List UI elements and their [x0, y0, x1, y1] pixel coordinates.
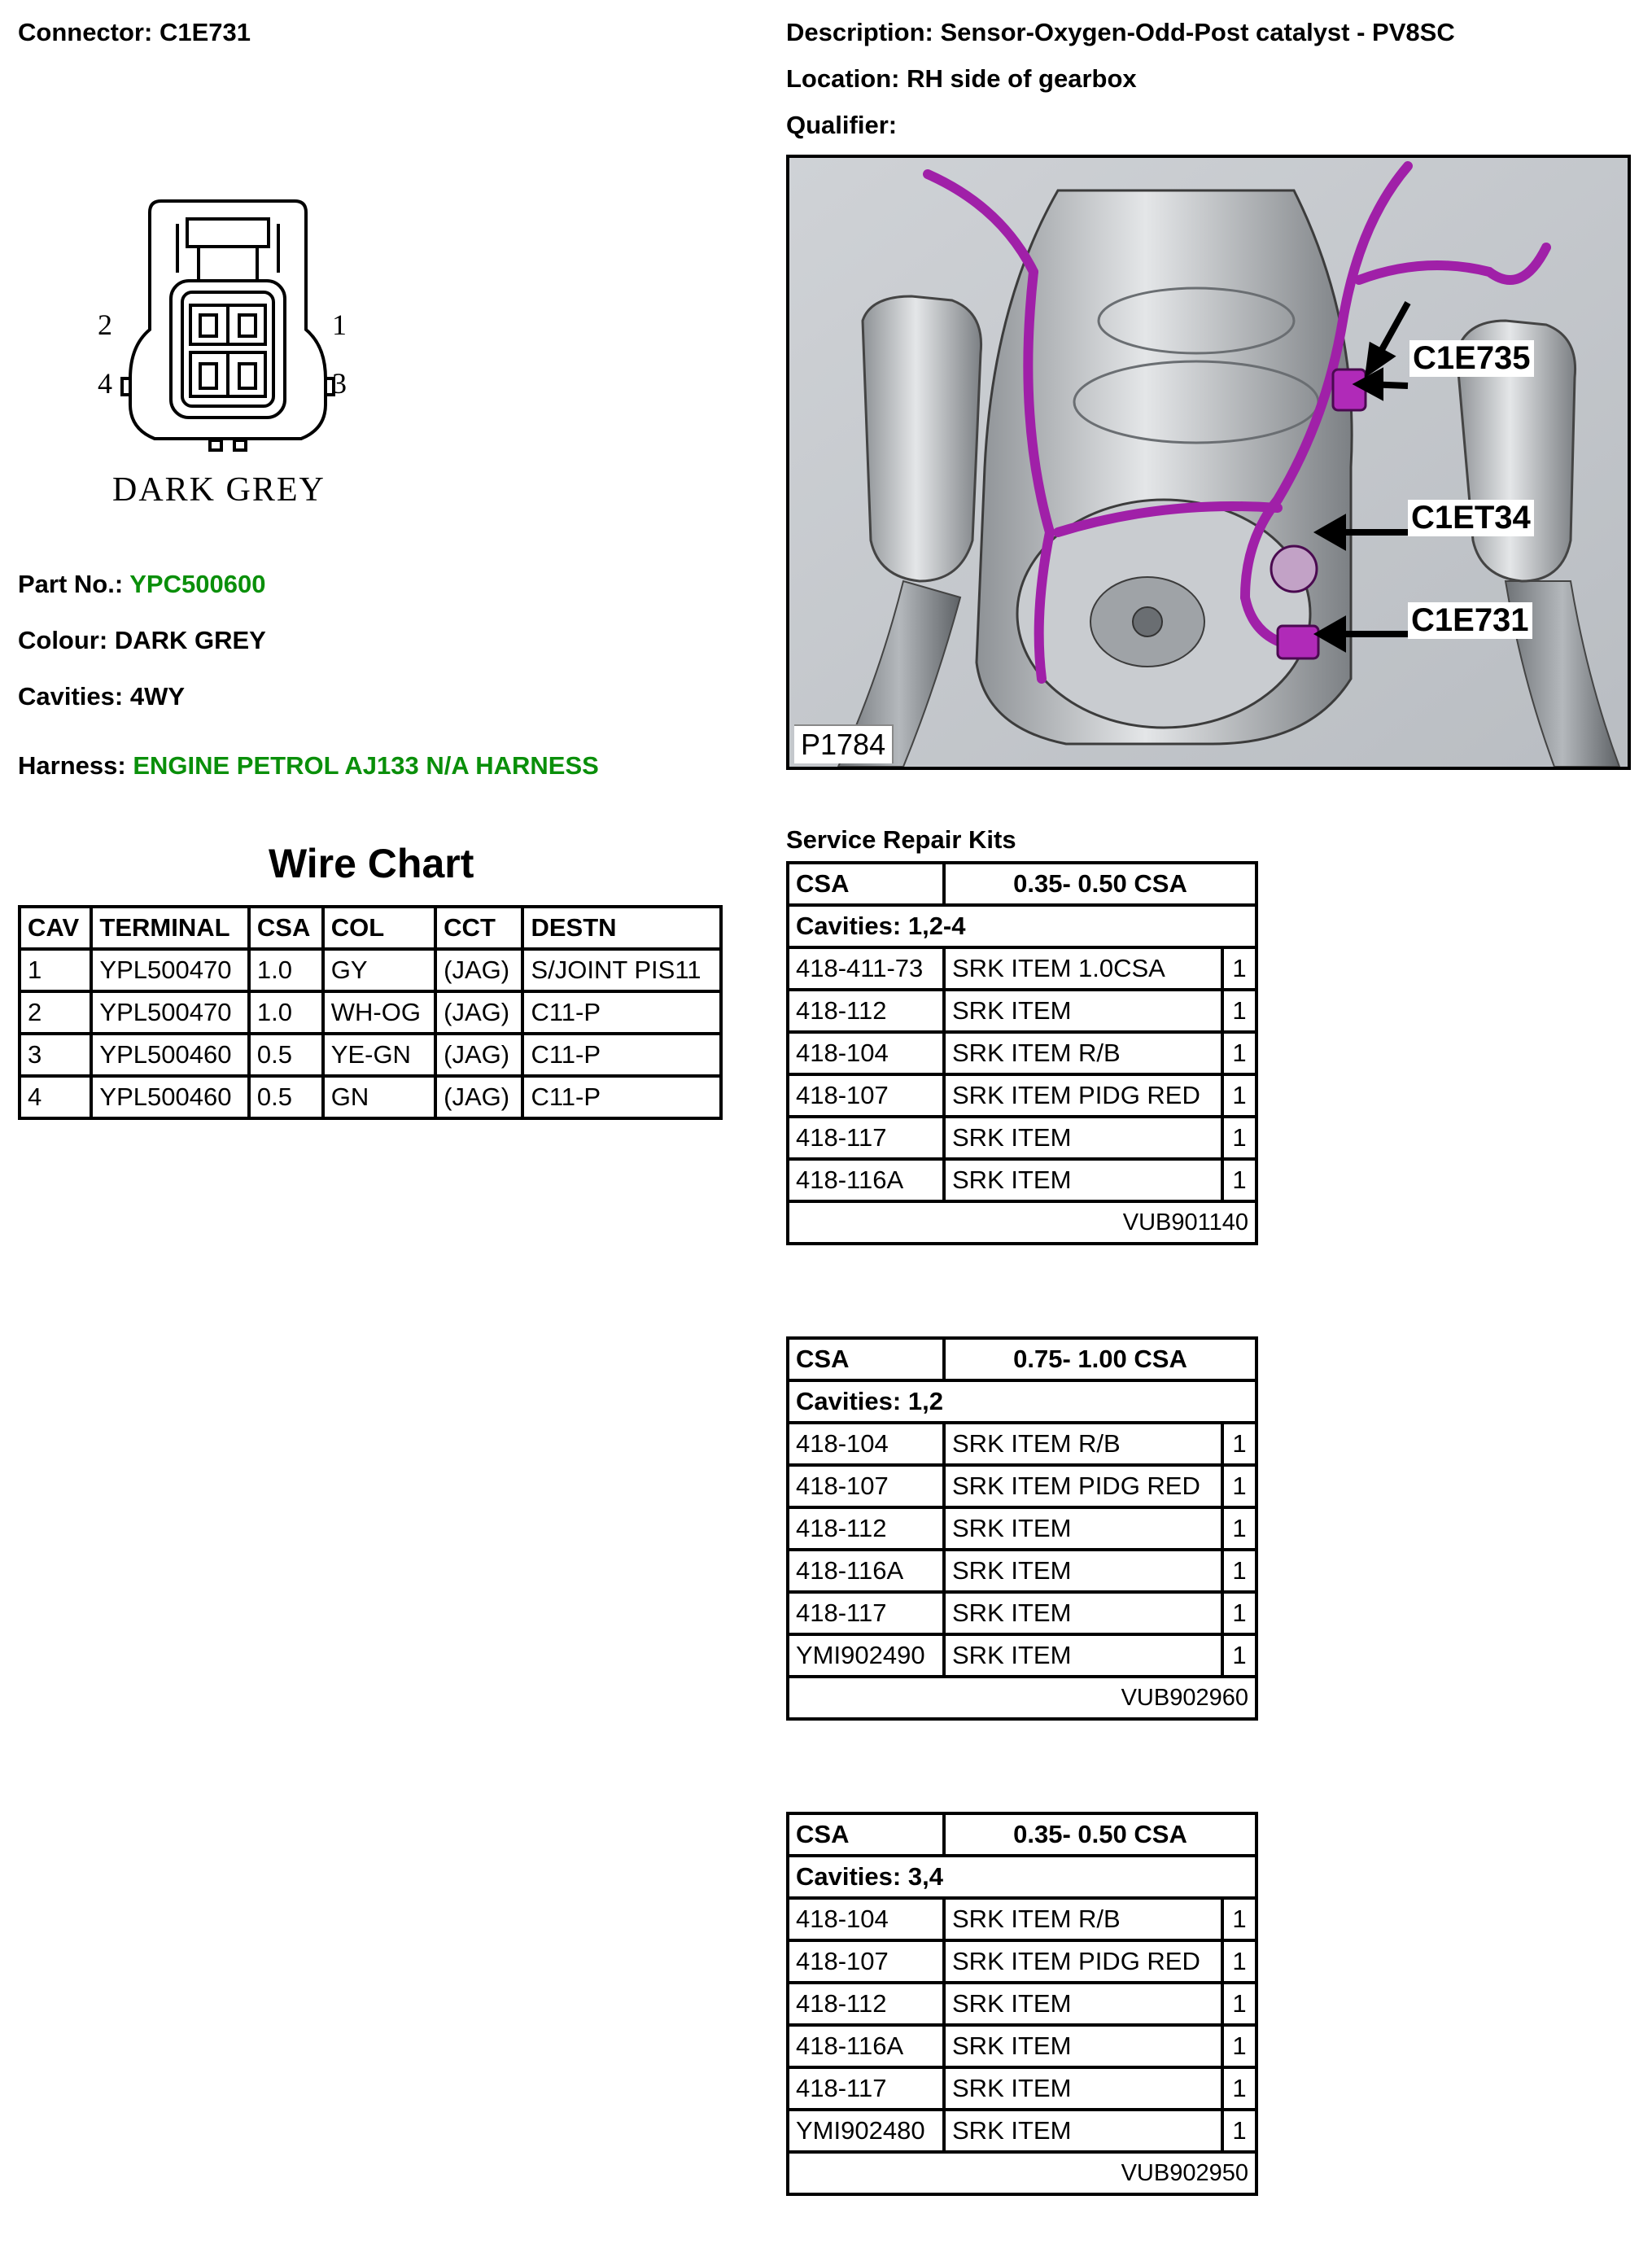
table-row — [788, 1634, 1256, 1677]
colour-label: Colour: — [18, 626, 108, 654]
cell: 1 — [1222, 990, 1256, 1032]
cell: 418-104 — [788, 1423, 944, 1465]
cell: (JAG) — [435, 949, 522, 991]
cell: SRK ITEM — [944, 1634, 1222, 1677]
wire-chart-title: Wire Chart — [269, 841, 474, 886]
cell: 418-104 — [788, 1032, 944, 1074]
callout-c1et34: C1ET34 — [1408, 500, 1534, 536]
pin-label-2: 2 — [98, 308, 112, 341]
kit-cavities-row — [788, 1856, 1256, 1898]
cell: 1 — [1222, 1465, 1256, 1507]
cell: YPL500470 — [91, 949, 249, 991]
harness-field — [18, 750, 599, 782]
table-row — [788, 1550, 1256, 1592]
gearbox-illustration — [789, 158, 1628, 767]
table-row — [788, 1592, 1256, 1634]
cell: 2 — [20, 991, 91, 1034]
kit-number: VUB902950 — [788, 2152, 1256, 2194]
kit-number: VUB902960 — [788, 1677, 1256, 1719]
cell: C11-P — [522, 991, 721, 1034]
service-repair-kits-title: Service Repair Kits — [786, 825, 1016, 854]
table-row — [20, 1076, 721, 1118]
cell: SRK ITEM PIDG RED — [944, 1074, 1222, 1117]
kit-number-row — [788, 1677, 1256, 1719]
pin-label-1: 1 — [332, 308, 347, 341]
cell: 4 — [20, 1076, 91, 1118]
cell: 418-112 — [788, 990, 944, 1032]
cell: WH-OG — [323, 991, 435, 1034]
header-cav: CAV — [20, 907, 91, 949]
connector-c1et34-marker — [1271, 546, 1317, 592]
connector-c1e731-marker — [1278, 626, 1318, 658]
connector-c1e735-marker — [1333, 370, 1366, 410]
table-row — [788, 2067, 1256, 2110]
cell: GN — [323, 1076, 435, 1118]
cell: 1 — [1222, 2110, 1256, 2152]
callout-c1e731: C1E731 — [1408, 602, 1532, 639]
part-number-value: YPC500600 — [129, 570, 266, 598]
cell: (JAG) — [435, 1076, 522, 1118]
table-row — [788, 1159, 1256, 1201]
repair-kit-table-1 — [786, 861, 1258, 1245]
cell: SRK ITEM — [944, 1159, 1222, 1201]
kit-cavities: Cavities: 3,4 — [788, 1856, 1256, 1898]
table-row — [788, 1465, 1256, 1507]
connector-value: C1E731 — [159, 18, 251, 46]
connector-field — [18, 16, 251, 49]
table-row — [788, 1507, 1256, 1550]
cell: 1 — [1222, 947, 1256, 990]
cell: 3 — [20, 1034, 91, 1076]
kit-cavities: Cavities: 1,2-4 — [788, 905, 1256, 947]
cell: 0.5 — [249, 1034, 323, 1076]
cell: YPL500460 — [91, 1076, 249, 1118]
cell: C11-P — [522, 1034, 721, 1076]
cell: YPL500470 — [91, 991, 249, 1034]
cell: 418-117 — [788, 2067, 944, 2110]
cavities-label: Cavities: — [18, 682, 124, 711]
cell: SRK ITEM R/B — [944, 1898, 1222, 1940]
qualifier-field — [786, 109, 897, 142]
repair-kit-table-3 — [786, 1812, 1258, 2196]
cell: 1 — [1222, 1940, 1256, 1983]
cell: (JAG) — [435, 1034, 522, 1076]
cell: 418-112 — [788, 1507, 944, 1550]
kit-header-row — [788, 1338, 1256, 1380]
cell: 418-116A — [788, 1159, 944, 1201]
cell: 1 — [1222, 2067, 1256, 2110]
part-number-label: Part No.: — [18, 570, 124, 598]
header-col: COL — [323, 907, 435, 949]
cell: 1 — [1222, 1898, 1256, 1940]
connector-label: Connector: — [18, 18, 153, 46]
qualifier-label: Qualifier: — [786, 111, 898, 139]
cell: 0.5 — [249, 1076, 323, 1118]
cell: SRK ITEM — [944, 1507, 1222, 1550]
cell: (JAG) — [435, 991, 522, 1034]
cell: 418-116A — [788, 1550, 944, 1592]
cell: 418-104 — [788, 1898, 944, 1940]
header-csa: CSA — [249, 907, 323, 949]
kit-csa-label: CSA — [788, 863, 944, 905]
kit-csa-label: CSA — [788, 1338, 944, 1380]
colour-value: DARK GREY — [114, 626, 266, 654]
table-row — [20, 1034, 721, 1076]
cell: 418-112 — [788, 1983, 944, 2025]
cell: SRK ITEM — [944, 1592, 1222, 1634]
cell: 1 — [1222, 1423, 1256, 1465]
wire-chart-header-row — [20, 907, 721, 949]
cell: S/JOINT PIS11 — [522, 949, 721, 991]
cell: 1 — [1222, 1592, 1256, 1634]
cell: SRK ITEM — [944, 2025, 1222, 2067]
pin-label-3: 3 — [332, 367, 347, 400]
table-row — [788, 1423, 1256, 1465]
cell: 1 — [1222, 1507, 1256, 1550]
kit-csa-label: CSA — [788, 1813, 944, 1856]
cell: 1 — [1222, 1983, 1256, 2025]
cell: SRK ITEM — [944, 2067, 1222, 2110]
table-row — [788, 1032, 1256, 1074]
location-field — [786, 63, 1137, 95]
cell: 1 — [1222, 1159, 1256, 1201]
location-image — [786, 155, 1631, 770]
connector-colour-caption: DARK GREY — [112, 471, 326, 509]
table-row — [788, 1940, 1256, 1983]
pin-label-4: 4 — [98, 367, 112, 400]
table-row — [788, 1983, 1256, 2025]
cell: SRK ITEM — [944, 2110, 1222, 2152]
table-row — [788, 1898, 1256, 1940]
cell: 418-107 — [788, 1940, 944, 1983]
header-destn: DESTN — [522, 907, 721, 949]
table-row — [20, 991, 721, 1034]
cell: 1.0 — [249, 949, 323, 991]
image-id-label: P1784 — [794, 724, 894, 763]
table-row — [788, 1074, 1256, 1117]
cell: 1 — [1222, 1074, 1256, 1117]
kit-number-row — [788, 2152, 1256, 2194]
cell: 418-117 — [788, 1592, 944, 1634]
harness-value: ENGINE PETROL AJ133 N/A HARNESS — [133, 751, 599, 780]
cell: SRK ITEM 1.0CSA — [944, 947, 1222, 990]
table-row — [788, 990, 1256, 1032]
table-row — [788, 2025, 1256, 2067]
kit-cavities-row — [788, 905, 1256, 947]
cell: 1 — [1222, 1032, 1256, 1074]
table-row — [20, 949, 721, 991]
cell: 418-116A — [788, 2025, 944, 2067]
cell: 1 — [1222, 1634, 1256, 1677]
kit-cavities: Cavities: 1,2 — [788, 1380, 1256, 1423]
description-field — [786, 16, 1455, 49]
repair-kit-table-2 — [786, 1336, 1258, 1721]
harness-label: Harness: — [18, 751, 126, 780]
cell: SRK ITEM PIDG RED — [944, 1465, 1222, 1507]
cell: YPL500460 — [91, 1034, 249, 1076]
cell: 418-107 — [788, 1074, 944, 1117]
location-label: Location: — [786, 64, 900, 93]
colour-field — [18, 624, 266, 657]
cell: SRK ITEM — [944, 1550, 1222, 1592]
kit-csa-range: 0.35- 0.50 CSA — [944, 863, 1256, 905]
cell: 418-117 — [788, 1117, 944, 1159]
kit-header-row — [788, 863, 1256, 905]
cell: 1 — [1222, 2025, 1256, 2067]
part-number-field — [18, 568, 265, 601]
cell: GY — [323, 949, 435, 991]
cavities-field — [18, 680, 185, 713]
cell: YMI902490 — [788, 1634, 944, 1677]
cell: SRK ITEM — [944, 990, 1222, 1032]
callout-c1e735: C1E735 — [1409, 340, 1534, 377]
kit-number-row — [788, 1201, 1256, 1244]
header-terminal: TERMINAL — [91, 907, 249, 949]
wire-chart-table — [18, 905, 723, 1120]
cell: 1.0 — [249, 991, 323, 1034]
kit-csa-range: 0.75- 1.00 CSA — [944, 1338, 1256, 1380]
kit-number: VUB901140 — [788, 1201, 1256, 1244]
cell: YMI902480 — [788, 2110, 944, 2152]
cell: C11-P — [522, 1076, 721, 1118]
kit-cavities-row — [788, 1380, 1256, 1423]
location-value: RH side of gearbox — [907, 64, 1137, 93]
table-row — [788, 1117, 1256, 1159]
description-value: Sensor-Oxygen-Odd-Post catalyst - PV8SC — [940, 18, 1455, 46]
cell: 1 — [1222, 1550, 1256, 1592]
cell: YE-GN — [323, 1034, 435, 1076]
table-row — [788, 947, 1256, 990]
kit-header-row — [788, 1813, 1256, 1856]
cell: 418-107 — [788, 1465, 944, 1507]
cell: 418-411-73 — [788, 947, 944, 990]
cell: 1 — [1222, 1117, 1256, 1159]
cell: SRK ITEM — [944, 1117, 1222, 1159]
header-cct: CCT — [435, 907, 522, 949]
description-label: Description: — [786, 18, 933, 46]
kit-csa-range: 0.35- 0.50 CSA — [944, 1813, 1256, 1856]
cell: SRK ITEM — [944, 1983, 1222, 2025]
cell: 1 — [20, 949, 91, 991]
cell: SRK ITEM PIDG RED — [944, 1940, 1222, 1983]
cavities-value: 4WY — [129, 682, 186, 711]
cell: SRK ITEM R/B — [944, 1032, 1222, 1074]
table-row — [788, 2110, 1256, 2152]
cell: SRK ITEM R/B — [944, 1423, 1222, 1465]
